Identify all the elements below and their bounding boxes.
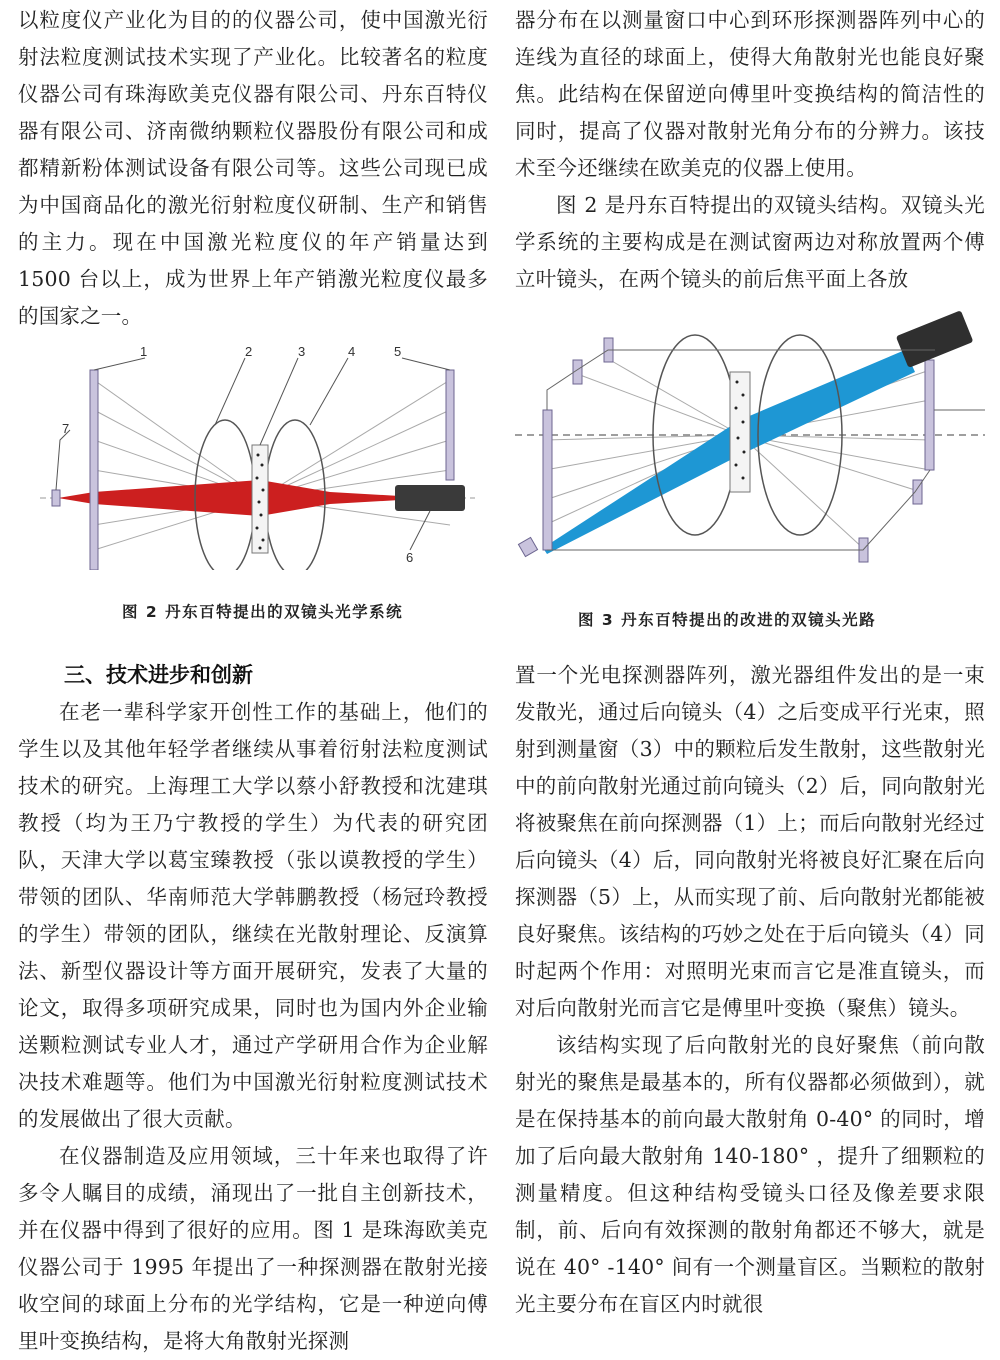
figure-2-caption: 图 2 丹东百特提出的双镜头光学系统 (122, 603, 404, 621)
bottom-right-column (515, 657, 985, 1323)
figure-2-label: 6 (406, 550, 414, 565)
figure-3-diagram (515, 310, 990, 580)
figure-2-label: 5 (394, 344, 402, 359)
figure-2-label: 7 (62, 421, 70, 436)
right-paragraph-1: 置一个光电探测器阵列，激光器组件发出的是一束发散光，通过后向镜头（4）之后变成平行光束，照射到测量窗（3）中的颗粒后发生散射，这些散射光中的前向散射光通过前向镜头（2）后，同向散射光将被聚焦在前向探测器（1）上；而后向散射光经过后向镜头（4）后，同向散射光将被良好汇聚在后向探测器（5）上，从而实现了前、后向散射光都能被良好聚焦。该结构的巧妙之处在于后向镜头（4）同时起两个作用：对照明光束而言它是准直镜头，而对后向散射光而言它是傅里叶变换（聚焦）镜头。 (515, 663, 985, 1020)
figure-2-label: 4 (348, 344, 356, 359)
top-left-column (18, 2, 488, 335)
figure-2-label: 1 (140, 344, 148, 359)
right-paragraph-2: 该结构实现了后向散射光的良好聚焦（前向散射光的聚焦是最基本的，所有仪器都必须做到），就是在保持基本的前向最大散射角 0-40° 的同时，增加了后向最大散射角 140-180° ，提升了细颗粒的测量精度。但这种结构受镜头口径及像差要求限制，前、后向有效探测的散射角都还不够大，就是说在 40° -140° 间有一个测量盲区。当颗粒的散射光主要分布在盲区内时就很 (515, 1033, 985, 1316)
top-right-paragraph-2: 图 2 是丹东百特提出的双镜头结构。双镜头光学系统的主要构成是在测试窗两边对称放置两个傅立叶镜头，在两个镜头的前后焦平面上各放 (515, 193, 985, 291)
section-heading: 三、技术进步和创新 (64, 663, 253, 687)
top-right-paragraph-1: 器分布在以测量窗口中心到环形探测器阵列中心的连线为直径的球面上，使得大角散射光也能良好聚焦。此结构在保留逆向傅里叶变换结构的简洁性的同时，提高了仪器对散射光角分布的分辨力。该技术至今还继续在欧美克的仪器上使用。 (515, 8, 985, 180)
figure-2-diagram (30, 340, 480, 570)
bottom-left-column (18, 657, 488, 1360)
left-paragraph-1: 在老一辈科学家开创性工作的基础上，他们的学生以及其他年轻学者继续从事着衍射法粒度测试技术的研究。上海理工大学以蔡小舒教授和沈建琪教授（均为王乃宁教授的学生）为代表的研究团队，天津大学以葛宝臻教授（张以谟教授的学生）带领的团队、华南师范大学韩鹏教授（杨冠玲教授的学生）带领的团队，继续在光散射理论、反演算法、新型仪器设计等方面开展研究，发表了大量的论文，取得多项研究成果，同时也为国内外企业输送颗粒测试专业人才，通过产学研用合作为企业解决技术难题等。他们为中国激光衍射粒度测试技术的发展做出了很大贡献。 (18, 700, 488, 1131)
figure-2-label: 2 (245, 344, 253, 359)
figure-3-caption: 图 3 丹东百特提出的改进的双镜头光路 (578, 611, 877, 629)
top-left-paragraph: 以粒度仪产业化为目的的仪器公司，使中国激光衍射法粒度测试技术实现了产业化。比较著名的粒度仪器公司有珠海欧美克仪器有限公司、丹东百特仪器有限公司、济南微纳颗粒仪器股份有限公司和成都精新粉体测试设备有限公司等。这些公司现已成为中国商品化的激光衍射粒度仪研制、生产和销售的主力。现在中国激光粒度仪的年产销量达到 1500 台以上，成为世界上年产销激光粒度仪最多的国家之一。 (18, 8, 488, 328)
figure-2-label: 3 (298, 344, 306, 359)
left-paragraph-2: 在仪器制造及应用领域，三十年来也取得了许多令人瞩目的成绩，涌现出了一批自主创新技术，并在仪器中得到了很好的应用。图 1 是珠海欧美克仪器公司于 1995 年提出了一种探测器在散射光接收空间的球面上分布的光学结构，它是一种逆向傅里叶变换结构，是将大角散射光探测 (18, 1144, 488, 1353)
top-right-column (515, 2, 985, 298)
